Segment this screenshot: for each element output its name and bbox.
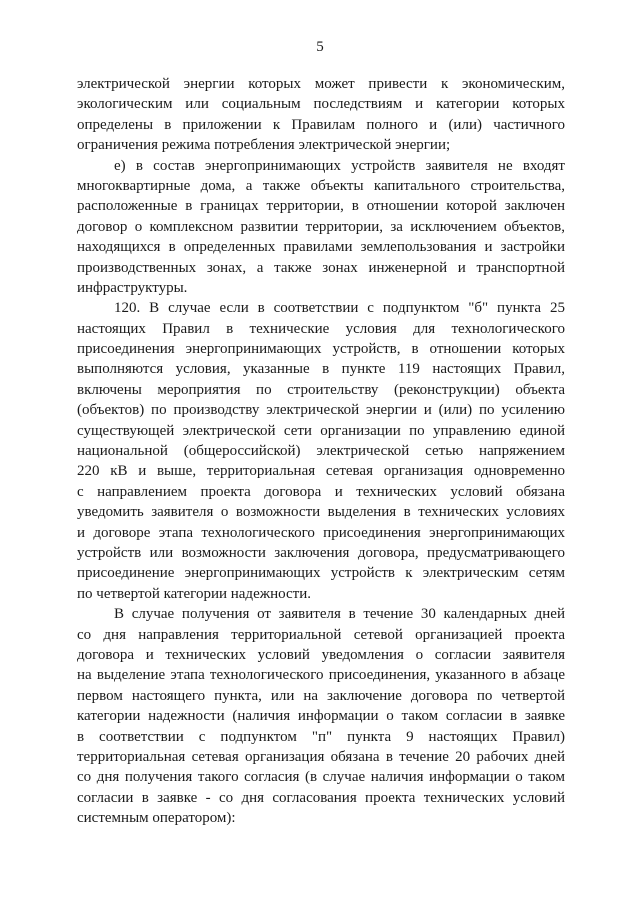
text-line: с направлением проекта договора и технических условий обязана: [77, 483, 565, 500]
text-line: экологическим или социальным последствиям и категории которых: [77, 96, 565, 113]
text-line: со дня получения такого согласия (в случае наличия информации о таком: [77, 769, 565, 786]
document-body: [77, 74, 565, 828]
text-line: со дня направления территориальной сетевой организацией проекта: [77, 626, 565, 643]
text-line: договора и технических условий уведомления о согласии заявителя: [77, 646, 565, 663]
text-line: присоединение энергопринимающих устройств к электрическим сетям: [77, 565, 565, 582]
page-number: 5: [316, 39, 324, 55]
text-line: инфраструктуры.: [77, 279, 188, 296]
text-line: устройств или возможности заключения договора, предусматривающего: [77, 544, 565, 561]
text-line: производственных зонах, а также зонах инженерной и транспортной: [77, 259, 565, 276]
text-line: е) в состав энергопринимающих устройств заявителя не входят: [114, 157, 565, 174]
text-line: 220 кВ и выше, территориальная сетевая организация одновременно: [77, 463, 565, 480]
text-line: определены в приложении к Правилам полного и (или) частичного: [77, 116, 565, 133]
text-line: многоквартирные дома, а также объекты капитального строительства,: [77, 177, 565, 194]
text-line: существующей электрической сети организации по управлению единой: [77, 422, 565, 439]
text-line: 120. В случае если в соответствии с подпунктом "б" пункта 25: [114, 300, 565, 317]
text-line: электрической энергии которых может привести к экономическим,: [77, 76, 565, 92]
text-line: расположенные в границах территории, в отношении которой заключен: [77, 198, 565, 215]
text-line: находящихся в определенных правилами землепользования и застройки: [77, 239, 565, 256]
text-line: настоящих Правил в технические условия для технологического: [77, 320, 565, 337]
text-line: по четвертой категории надежности.: [77, 585, 311, 602]
text-line: на выделение этапа технологического присоединения, указанного в абзаце: [77, 667, 565, 684]
text-line: национальной (общероссийской) электрической сетью напряжением: [77, 443, 565, 460]
text-line: включены мероприятия по строительству (реконструкции) объекта: [77, 381, 565, 398]
text-line: согласии в заявке - со дня согласования проекта технических условий: [77, 789, 565, 806]
text-line: в соответствии с подпунктом "п" пункта 9 настоящих Правил): [77, 728, 565, 745]
text-line: В случае получения от заявителя в течение 30 календарных дней: [114, 606, 565, 623]
text-line: уведомить заявителя о возможности выделения в технических условиях: [77, 504, 565, 521]
text-line: системным оператором):: [77, 810, 236, 827]
text-line: ограничения режима потребления электрической энергии;: [77, 137, 451, 154]
text-line: (объектов) по производству электрической энергии и (или) по усилению: [77, 402, 565, 419]
text-line: выполняются условия, указанные в пункте 119 настоящих Правил,: [77, 361, 565, 378]
text-line: категории надежности (наличия информации о таком согласии в заявке: [77, 708, 565, 725]
text-line: и договоре этапа технологического присоединения энергопринимающих: [77, 524, 565, 541]
text-line: присоединения энергопринимающих устройств, в отношении которых: [77, 341, 565, 358]
text-line: первом настоящего пункта, или на заключение договора по четвертой: [77, 687, 565, 704]
text-line: договор о комплексном развитии территории, за исключением объектов,: [77, 218, 565, 235]
text-line: территориальная сетевая организация обязана в течение 20 рабочих дней: [77, 748, 565, 765]
